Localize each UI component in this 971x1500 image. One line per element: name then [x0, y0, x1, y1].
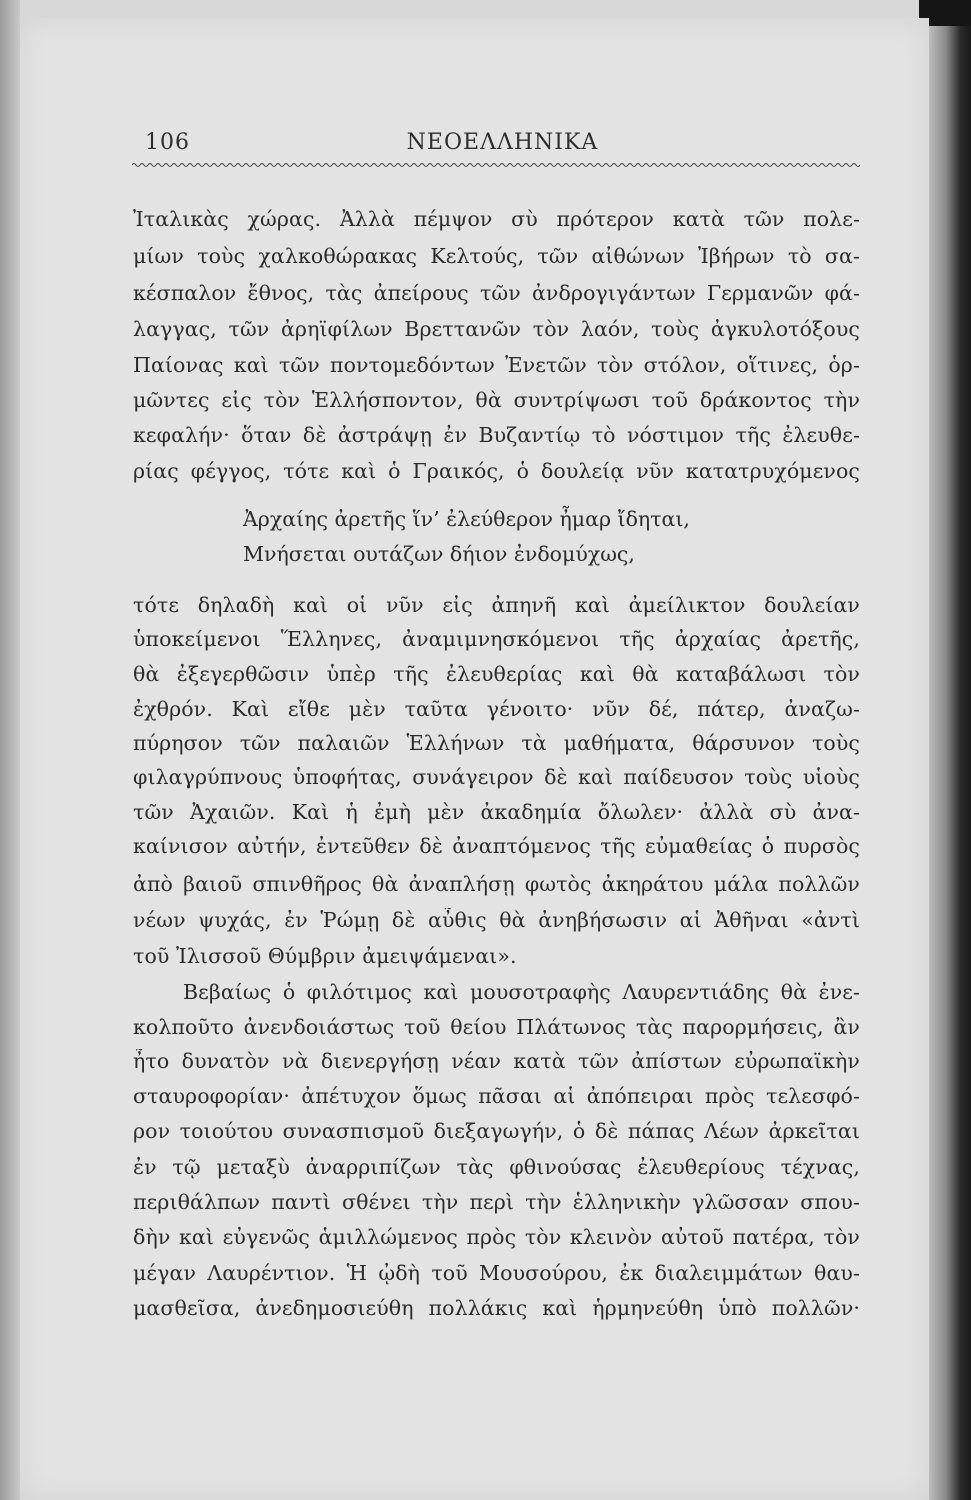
verse-line: Μνήσεται ουτάζων δήιον ἐνδομύχως,: [243, 542, 635, 566]
text-line: τότε δηλαδὴ καὶ οἱ νῦν εἰς ἀπηνῆ καὶ ἀμείλικτον δουλείαν: [133, 593, 860, 617]
text-line: κέσπαλον ἔθνος, τὰς ἀπείρους τῶν ἀνδρογιγάντων Γερμανῶν φά-: [133, 281, 860, 305]
header-wavy-rule: [132, 162, 860, 168]
text-line: τοῦ Ἰλισσοῦ Θύμβριν ἀμειψάμεναι».: [133, 944, 517, 968]
verse-line: Ἀρχαίης ἀρετῆς ἵν’ ἐλεύθερον ἦμαρ ἴδηται,: [243, 507, 690, 531]
text-line: μασθεῖσα, ἀνεδημοσιεύθη πολλάκις καὶ ἡρμηνεύθη ὑπὸ πολλῶν·: [133, 1296, 860, 1320]
text-line: λαγγας, τῶν ἀρηϊφίλων Βρεττανῶν τὸν λαόν, τοὺς ἀγκυλοτόξους: [133, 317, 860, 341]
text-line: καίνισον αὐτήν, ἐντεῦθεν δὲ ἀναπτόμενος τῆς εὐμαθείας ὁ πυρσὸς: [133, 834, 860, 858]
text-line: ὑποκείμενοι Ἕλληνες, ἀναμιμνησκόμενοι τῆς ἀρχαίας ἀρετῆς,: [133, 627, 860, 651]
text-line: κολποῦτο ἀνενδοιάστως τοῦ θείου Πλάτωνος τὰς παρορμήσεις, ἂν: [133, 1015, 860, 1039]
running-title: ΝΕΟΕΛΛΗΝΙΚΑ: [406, 130, 599, 155]
text-line: Ἰταλικὰς χώρας. Ἀλλὰ πέμψον σὺ πρότερον κατὰ τῶν πολε-: [133, 207, 860, 231]
text-line: ρίας φέγγος, τότε καὶ ὁ Γραικός, ὁ δουλείᾳ νῦν κατατρυχόμενος: [133, 459, 860, 483]
text-line: νέων ψυχάς, ἐν Ῥώμῃ δὲ αὖθις θὰ ἀνηβήσωσιν αἱ Ἀθῆναι «ἀντὶ: [133, 908, 860, 932]
text-line: φιλαγρύπνους ὑποφήτας, συνάγειρον δὲ καὶ παίδευσον τοὺς υἱοὺς: [133, 765, 860, 789]
scan-left-edge: [0, 0, 20, 1500]
text-line: σταυροφορίαν· ἀπέτυχον ὅμως πᾶσαι αἱ ἀπόπειραι πρὸς τελεσφό-: [133, 1084, 860, 1108]
text-line: θὰ ἐξεγερθῶσιν ὑπὲρ τῆς ἐλευθερίας καὶ θὰ καταβάλωσι τὸν: [133, 662, 860, 686]
text-line: μῶντες εἰς τὸν Ἑλλήσποντον, θὰ συντρίψωσι τοῦ δράκοντος τὴν: [133, 388, 860, 412]
scan-right-edge: [929, 0, 971, 1500]
text-line: ἐν τῷ μεταξὺ ἀναρριπίζων τὰς φθινούσας ἐλευθερίους τέχνας,: [133, 1155, 860, 1179]
text-line: τῶν Ἀχαιῶν. Καὶ ἡ ἐμὴ μὲν ἀκαδημία ὄλωλεν· ἀλλὰ σὺ ἀνα-: [133, 800, 860, 824]
text-line: πύρησον τῶν παλαιῶν Ἑλλήνων τὰ μαθήματα, θάρσυνον τοὺς: [133, 731, 860, 755]
text-line: Βεβαίως ὁ φιλότιμος καὶ μουσοτραφὴς Λαυρεντιάδης θὰ ἐνε-: [183, 980, 860, 1004]
text-line: κεφαλήν· ὅταν δὲ ἀστράψῃ ἐν Βυζαντίῳ τὸ νόστιμον τῆς ἐλευθε-: [133, 423, 860, 447]
text-line: Παίονας καὶ τῶν ποντομεδόντων Ἐνετῶν τὸν στόλον, οἵτινες, ὁρ-: [133, 353, 860, 377]
page-number: 106: [145, 130, 190, 155]
page-header: [145, 130, 860, 160]
text-line: ἀπὸ βαιοῦ σπινθῆρος θὰ ἀναπλήσῃ φωτὸς ἀκηράτου μάλα πολλῶν: [133, 872, 860, 896]
text-line: μέγαν Λαυρέντιον. Ἡ ᾠδὴ τοῦ Μουσούρου, ἐκ διαλειμμάτων θαυ-: [133, 1261, 860, 1285]
text-line: περιθάλπων παντὶ σθένει τὴν περὶ τὴν ἑλληνικὴν γλῶσσαν σπου-: [133, 1190, 860, 1214]
text-line: ἦτο δυνατὸν νὰ διενεργήσῃ νέαν κατὰ τῶν ἀπίστων εὐρωπαϊκὴν: [133, 1049, 860, 1073]
text-line: ρον τοιούτου συνασπισμοῦ διεξαγωγήν, ὁ δὲ πάπας Λέων ἀρκεῖται: [133, 1119, 860, 1143]
text-line: δὴν καὶ εὐγενῶς ἁμιλλώμενος πρὸς τὸν κλεινὸν αὐτοῦ πατέρα, τὸν: [133, 1225, 860, 1249]
text-line: μίων τοὺς χαλκοθώρακας Κελτούς, τῶν αἰθώνων Ἰβήρων τὸ σα-: [133, 244, 860, 268]
text-line: ἐχθρόν. Καὶ εἴθε μὲν ταῦτα γένοιτο· νῦν δέ, πάτερ, ἀναζω-: [133, 697, 860, 721]
